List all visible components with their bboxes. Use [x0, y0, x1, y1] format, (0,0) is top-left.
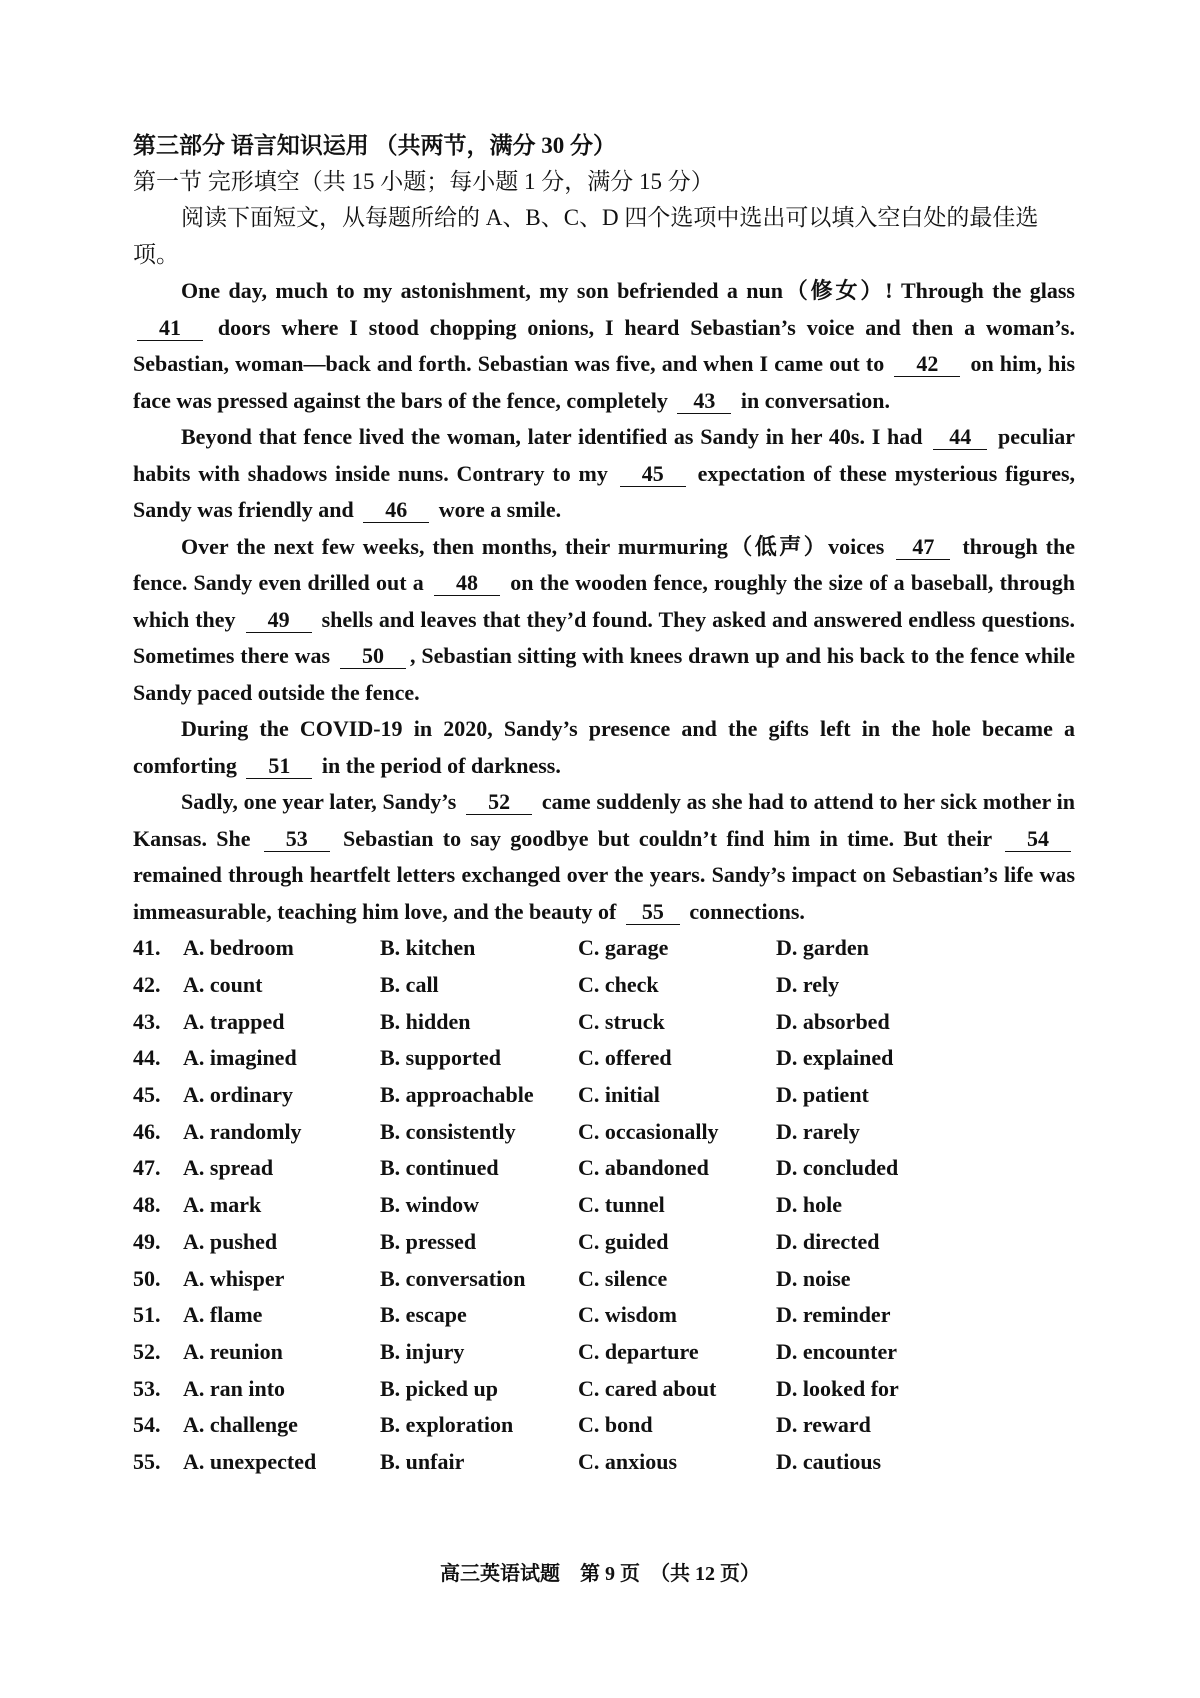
option-b: B. window	[380, 1192, 480, 1218]
option-row	[133, 1003, 1075, 1040]
option-a: A. bedroom	[183, 935, 294, 961]
option-d: D. looked for	[776, 1375, 899, 1401]
blank-41: 41	[137, 316, 203, 341]
option-c: C. initial	[578, 1082, 660, 1108]
option-row	[133, 1150, 1075, 1187]
passage-text: remained through heartfelt letters exchanged over the years. Sandy’s impact on Sebastian’s life was immeasurable, teaching him love, and the beauty of	[133, 862, 1075, 924]
option-row	[133, 1224, 1075, 1261]
option-b: B. unfair	[380, 1448, 465, 1474]
option-row	[133, 1297, 1075, 1334]
answer-options-table	[133, 930, 1075, 1480]
passage-text: expectation of these mysterious figures, Sandy was friendly and	[133, 460, 1076, 522]
option-a: A. count	[183, 972, 263, 998]
passage-text: came suddenly as she had to attend to her sick mother in Kansas. She	[133, 789, 1076, 851]
option-b: B. exploration	[380, 1412, 514, 1438]
option-c: C. offered	[578, 1045, 672, 1071]
option-d: D. concluded	[776, 1155, 899, 1181]
option-c: C. guided	[578, 1228, 669, 1254]
blank-44: 44	[933, 425, 987, 450]
section-title: 第三部分 语言知识运用 （共两节，满分 30 分）	[133, 133, 616, 158]
option-row	[133, 1187, 1075, 1224]
blank-49: 49	[246, 608, 312, 633]
option-row	[133, 1334, 1075, 1371]
option-row	[133, 930, 1075, 967]
question-number: 53.	[133, 1375, 161, 1401]
option-a: A. imagined	[183, 1045, 297, 1071]
option-d: D. garden	[776, 935, 869, 961]
option-b: B. continued	[380, 1155, 499, 1181]
passage-text: Beyond that fence lived the woman, later identified as Sandy in her 40s. I had	[181, 424, 923, 449]
option-a: A. ran into	[183, 1375, 286, 1401]
question-number: 43.	[133, 1008, 161, 1034]
passage-text: connections.	[689, 898, 805, 924]
option-d: D. rarely	[776, 1118, 860, 1144]
option-c: C. anxious	[578, 1448, 678, 1474]
passage-text: Over the next few weeks, then months, their murmuring（低声）voices	[181, 533, 885, 559]
question-number: 46.	[133, 1118, 161, 1144]
question-number: 45.	[133, 1082, 161, 1108]
option-d: D. reward	[776, 1412, 871, 1438]
blank-43: 43	[677, 389, 731, 414]
option-b: B. escape	[380, 1302, 467, 1328]
option-b: B. pressed	[380, 1228, 477, 1254]
passage-paragraph-4	[133, 711, 1075, 784]
option-c: C. garage	[578, 935, 669, 961]
blank-52: 52	[466, 790, 532, 815]
question-number: 41.	[133, 935, 161, 961]
blank-46: 46	[363, 498, 429, 523]
option-b: B. picked up	[380, 1375, 498, 1401]
passage-text: shells and leaves that they’d found. They asked and answered endless questions. Sometimes there was	[133, 606, 1075, 668]
passage-text: Sadly, one year later, Sandy’s	[181, 789, 457, 814]
blank-55: 55	[626, 900, 680, 925]
option-row	[133, 1077, 1075, 1114]
option-d: D. encounter	[776, 1338, 897, 1364]
passage-text: , Sebastian sitting with knees drawn up and his back to the fence while Sandy paced outside the fence.	[133, 643, 1076, 705]
passage-paragraph-1	[133, 273, 1075, 419]
option-a: A. trapped	[183, 1008, 285, 1034]
option-a: A. mark	[183, 1192, 262, 1218]
option-d: D. cautious	[776, 1448, 882, 1474]
passage-text: peculiar habits with shadows inside nuns. Contrary to my	[133, 424, 1075, 486]
option-row	[133, 1260, 1075, 1297]
option-a: A. reunion	[183, 1338, 283, 1364]
option-b: B. kitchen	[380, 935, 476, 961]
option-c: C. bond	[578, 1412, 653, 1438]
option-c: C. abandoned	[578, 1155, 709, 1181]
blank-53: 53	[264, 827, 330, 852]
option-c: C. struck	[578, 1008, 665, 1034]
passage-text: doors where I stood chopping onions, I heard Sebastian’s voice and then a woman’s. Sebastian, woman—back and forth. Sebastian was five, and when I came out to	[133, 314, 1075, 376]
option-a: A. randomly	[183, 1118, 302, 1144]
option-b: B. hidden	[380, 1008, 471, 1034]
option-row	[133, 967, 1075, 1004]
option-d: D. patient	[776, 1082, 869, 1108]
blank-42: 42	[894, 352, 960, 377]
question-number: 47.	[133, 1155, 161, 1181]
question-number: 50.	[133, 1265, 161, 1291]
option-d: D. reminder	[776, 1302, 891, 1328]
option-a: A. unexpected	[183, 1448, 317, 1474]
question-number: 55.	[133, 1448, 161, 1474]
option-a: A. ordinary	[183, 1082, 293, 1108]
option-d: D. directed	[776, 1228, 880, 1254]
option-b: B. call	[380, 972, 439, 998]
passage-text: One day, much to my astonishment, my son befriended a nun（修女）! Through the glass	[181, 278, 1075, 303]
question-number: 44.	[133, 1045, 161, 1071]
cloze-passage	[133, 273, 1075, 930]
question-number: 49.	[133, 1228, 161, 1254]
exam-page	[133, 128, 1075, 1480]
passage-text: in the period of darkness.	[321, 752, 561, 778]
option-b: B. conversation	[380, 1265, 526, 1291]
passage-text: Sebastian to say goodbye but couldn’t find him in time. But their	[343, 825, 992, 851]
passage-text: During the COVID-19 in 2020, Sandy’s presence and the gifts left in the hole became a comforting	[133, 716, 1075, 778]
instruction: 阅读下面短文，从每题所给的 A、B、C、D 四个选项中选出可以填入空白处的最佳选项。	[133, 205, 1039, 267]
blank-54: 54	[1005, 827, 1071, 852]
option-row	[133, 1040, 1075, 1077]
option-row	[133, 1370, 1075, 1407]
option-a: A. challenge	[183, 1412, 298, 1438]
option-c: C. occasionally	[578, 1118, 719, 1144]
question-number: 52.	[133, 1338, 161, 1364]
option-c: C. departure	[578, 1338, 699, 1364]
option-c: C. wisdom	[578, 1302, 678, 1328]
option-d: D. noise	[776, 1265, 851, 1291]
option-a: A. whisper	[183, 1265, 285, 1291]
option-b: B. approachable	[380, 1082, 534, 1108]
option-row	[133, 1444, 1075, 1481]
option-a: A. flame	[183, 1302, 263, 1328]
passage-text: in conversation.	[740, 387, 890, 413]
option-c: C. tunnel	[578, 1192, 665, 1218]
passage-paragraph-3	[133, 529, 1075, 712]
option-d: D. absorbed	[776, 1008, 890, 1034]
question-number: 42.	[133, 972, 161, 998]
passage-text: through the fence. Sandy even drilled out a	[133, 533, 1076, 595]
option-d: D. explained	[776, 1045, 894, 1071]
subsection-title: 第一节 完形填空（共 15 小题；每小题 1 分，满分 15 分）	[133, 169, 714, 194]
blank-47: 47	[896, 535, 950, 560]
option-a: A. spread	[183, 1155, 274, 1181]
blank-51: 51	[246, 754, 312, 779]
passage-text: on him, his face was pressed against the bars of the fence, completely	[133, 351, 1076, 413]
blank-50: 50	[340, 644, 406, 669]
option-d: D. hole	[776, 1192, 842, 1218]
question-number: 51.	[133, 1302, 161, 1328]
option-c: C. check	[578, 972, 659, 998]
passage-paragraph-2	[133, 419, 1075, 529]
passage-paragraph-5	[133, 784, 1075, 930]
option-c: C. cared about	[578, 1375, 717, 1401]
passage-text: wore a smile.	[438, 497, 562, 522]
option-b: B. supported	[380, 1045, 502, 1071]
question-number: 48.	[133, 1192, 161, 1218]
option-b: B. injury	[380, 1338, 465, 1364]
option-b: B. consistently	[380, 1118, 516, 1144]
option-a: A. pushed	[183, 1228, 278, 1254]
page-footer: 高三英语试题 第 9 页 （共 12 页）	[440, 1563, 760, 1585]
option-row	[133, 1113, 1075, 1150]
option-c: C. silence	[578, 1265, 668, 1291]
question-number: 54.	[133, 1412, 161, 1438]
blank-48: 48	[434, 571, 500, 596]
option-d: D. rely	[776, 972, 840, 998]
option-row	[133, 1407, 1075, 1444]
blank-45: 45	[620, 462, 686, 487]
passage-text: on the wooden fence, roughly the size of a baseball, through which they	[133, 570, 1076, 632]
